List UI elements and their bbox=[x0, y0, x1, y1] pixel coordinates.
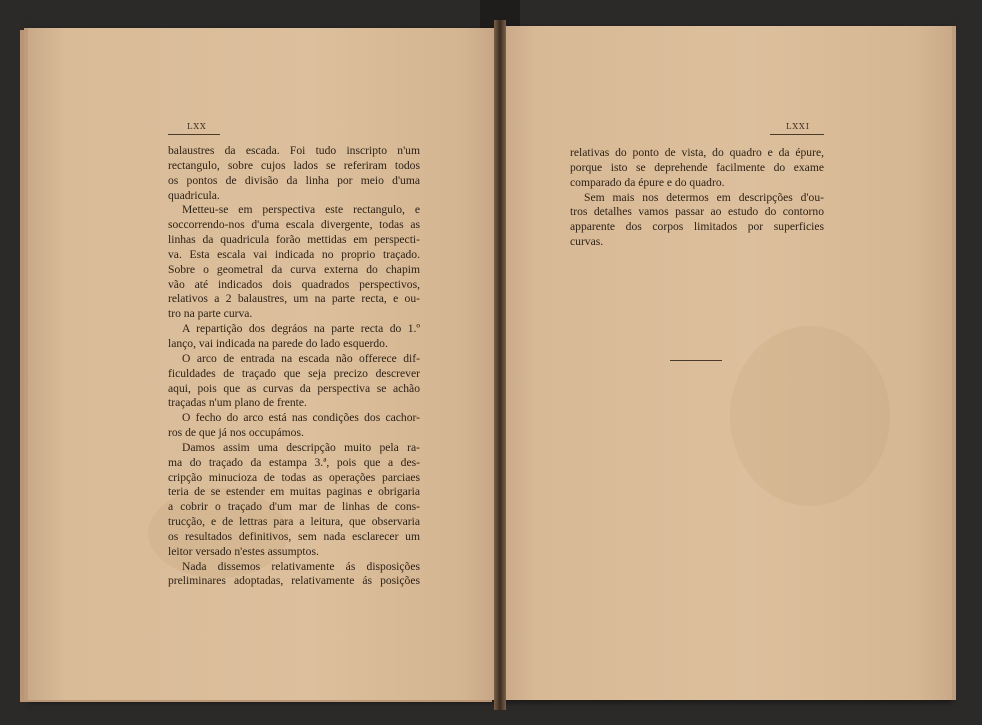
text-line: tro na parte curva. bbox=[168, 307, 253, 321]
text-line: preliminares adoptadas, relativamente ás posições bbox=[168, 574, 420, 588]
text-line: cripção minucioza de todas as operações parciaes bbox=[168, 470, 420, 484]
text-line: apparente dos corpos limitados por superficies bbox=[570, 220, 824, 234]
text-line: porque isto se deprehende facilmente do exame bbox=[570, 160, 824, 174]
text-line: Sobre o geometral da curva externa do chapim bbox=[168, 262, 420, 276]
text-line: O arco de entrada na escada não offerece dif- bbox=[182, 351, 420, 365]
text-line: teria de se estender em muitas paginas e obrigaria bbox=[168, 485, 420, 499]
text-line: ficuldades de traçado que seja precizo descrever bbox=[168, 366, 420, 380]
text-line: rectangulo, sobre cujos lados se referiram todos bbox=[168, 158, 420, 172]
header-rule-right bbox=[770, 134, 824, 135]
text-line: O fecho do arco está nas condições dos cachor- bbox=[182, 411, 420, 425]
text-line: aqui, pois que as curvas da perspectiva se achão bbox=[168, 381, 420, 395]
left-body-text bbox=[168, 144, 420, 589]
text-line: Sem mais nos determos em descripções d'ou- bbox=[584, 190, 824, 204]
text-line: lanço, vai indicada na parede do lado esquerdo. bbox=[168, 336, 388, 350]
text-line: leitor versado n'estes assumptos. bbox=[168, 544, 319, 558]
text-line: os resultados definitivos, sem nada esclarecer um bbox=[168, 529, 420, 543]
text-line: Nada dissemos relativamente ás disposições bbox=[182, 559, 420, 573]
page-number-right: LXXI bbox=[786, 122, 810, 131]
text-line: vão até indicados dois quadrados perspectivos, bbox=[168, 277, 420, 291]
page-number-left: LXX bbox=[187, 122, 207, 131]
text-line: va. Esta escala vai indicada no proprio traçado. bbox=[168, 247, 420, 261]
text-line: a cobrir o traçado d'um mar de linhas de cons- bbox=[168, 500, 420, 514]
text-line: relativos a 2 balaustres, um na parte recta, e ou- bbox=[168, 292, 420, 306]
text-line: linhas da quadricula forão mettidas em perspecti- bbox=[168, 233, 420, 247]
right-page bbox=[500, 26, 952, 700]
text-line: Metteu-se em perspectiva este rectangulo, e bbox=[182, 203, 420, 217]
text-line: traçadas n'um plano de frente. bbox=[168, 396, 307, 410]
text-line: curvas. bbox=[570, 235, 604, 249]
text-line: soccorrendo-nos d'uma escala divergente, todas as bbox=[168, 218, 420, 232]
text-line: os pontos de divisão da linha por meio d'uma bbox=[168, 173, 420, 187]
text-line: tros detalhes vamos passar ao estudo do contorno bbox=[570, 205, 824, 219]
text-line: comparado da épure e do quadro. bbox=[570, 175, 725, 189]
text-line: Damos assim uma descripção muito pela ra- bbox=[182, 440, 420, 454]
header-rule-left bbox=[168, 134, 220, 135]
text-line: balaustres da escada. Foi tudo inscripto n'um bbox=[168, 144, 420, 157]
text-line: A repartição dos degráos na parte recta do 1.º bbox=[182, 322, 420, 336]
paper-stain bbox=[730, 326, 890, 506]
right-body-text bbox=[570, 146, 824, 250]
text-line: ros de que já nos occupámos. bbox=[168, 426, 304, 440]
text-line: relativas do ponto de vista, do quadro e da épure, bbox=[570, 146, 824, 159]
section-end-rule bbox=[670, 360, 722, 361]
text-line: trucção, e de lettras para a leitura, que observaria bbox=[168, 515, 420, 529]
book-gutter bbox=[494, 20, 506, 710]
text-line: quadricula. bbox=[168, 188, 220, 202]
text-line: ma do traçado da estampa 3.ª, pois que a des- bbox=[168, 455, 420, 469]
